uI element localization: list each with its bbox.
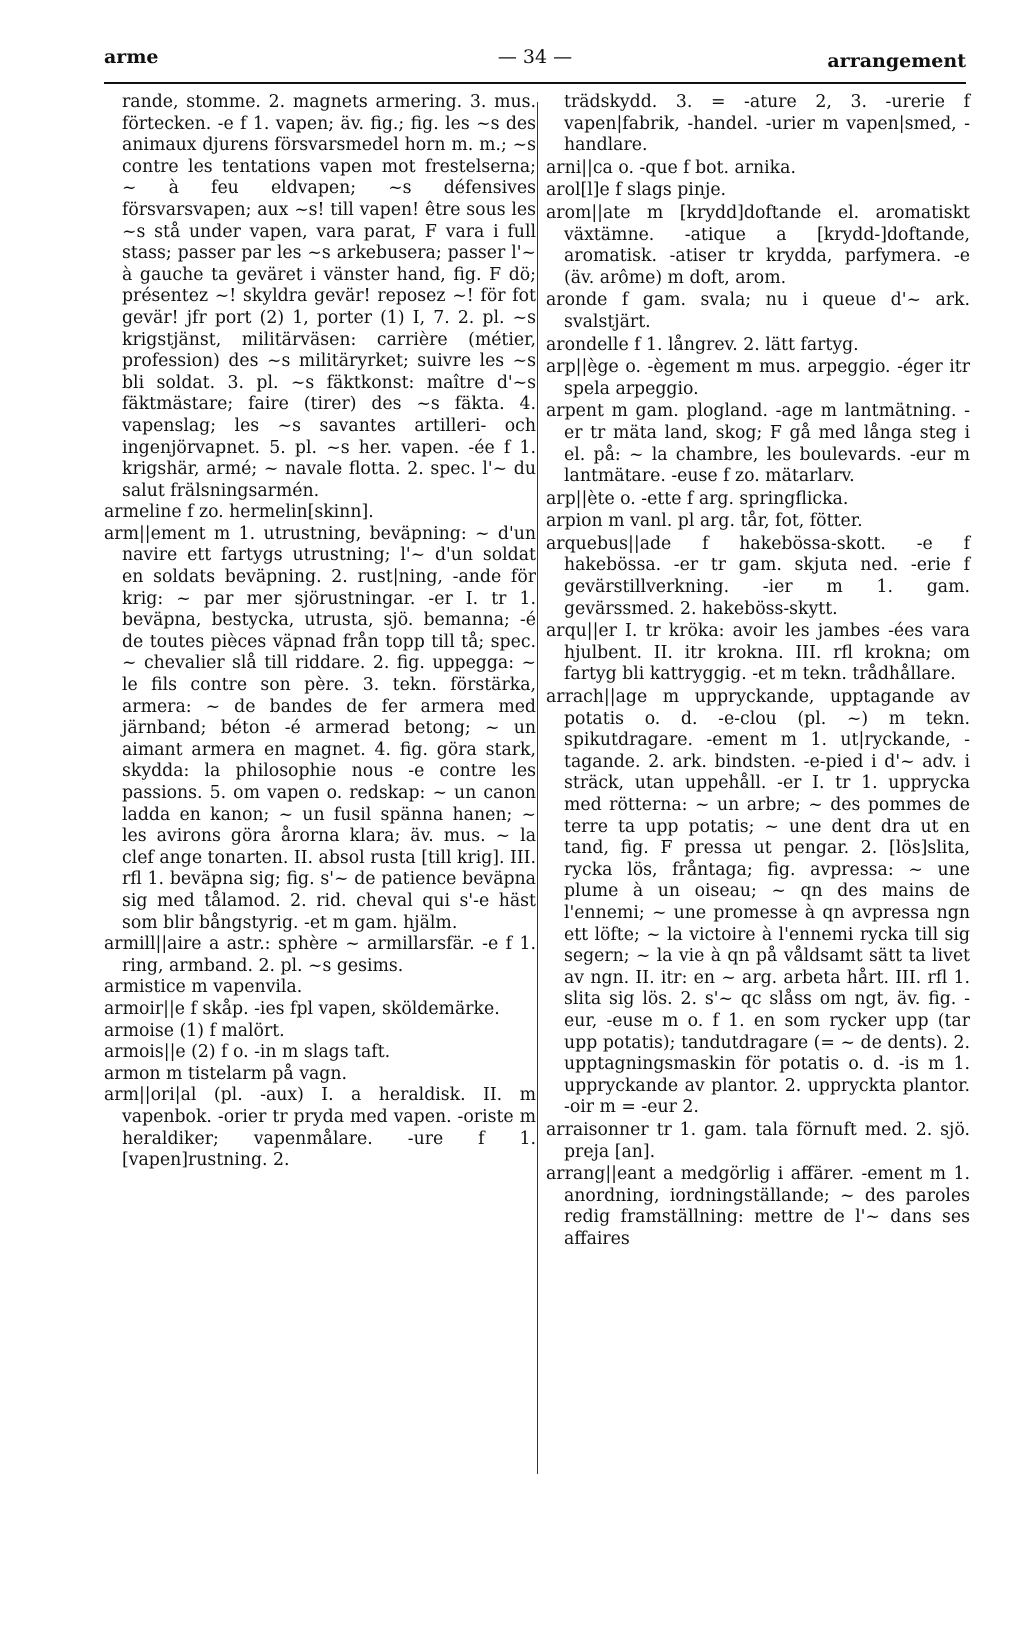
dictionary-entry: arrang||eant a medgörlig i affärer. -ement m 1. anordning, iordningställande; ~ des paroles redig framställning: mettre de l'~ dans ses affaires — [546, 1164, 970, 1249]
dictionary-entry: arom||ate m [krydd]doftande el. aromatiskt växtämne. -atique a [krydd-]doftande, aromatisk. -atiser tr krydda, parfymera. -e (äv. arôme) m doft, arom. — [546, 202, 970, 288]
page-header — [104, 38, 966, 84]
dictionary-entry: arni||ca o. -que f bot. arnika. — [546, 157, 796, 178]
dictionary-entry: armistice m vapenvila. — [104, 977, 303, 998]
dictionary-entry: trädskydd. 3. = -ature 2, 3. -urerie f vapen|fabrik, -handel. -urier m vapen|smed, -handlare. — [564, 92, 970, 156]
dictionary-entry: arpion m vanl. pl arg. tår, fot, fötter. — [546, 511, 863, 532]
dictionary-entry: arondelle f 1. långrev. 2. lätt fartyg. — [546, 334, 859, 355]
dictionary-entry: armeline f zo. hermelin[skinn]. — [104, 502, 374, 523]
page-number: — 34 — — [497, 46, 573, 68]
dictionary-entry: arraisonner tr 1. gam. tala förnuft med. 2. sjö. preja [an]. — [546, 1119, 970, 1162]
dictionary-entry: arquebus||ade f hakebössa-skott. -e f hakebössa. -er tr gam. skjuta ned. -erie f gevärstillverkning. -ier m 1. gam. gevärssmed. 2. hakeböss-skytt. — [546, 533, 970, 619]
dictionary-entry: arol[l]e f slags pinje. — [546, 180, 727, 201]
column-divider — [537, 102, 538, 1474]
left-column — [104, 92, 536, 1172]
dictionary-entry: arp||ège o. -ègement m mus. arpeggio. -éger itr spela arpeggio. — [546, 357, 970, 399]
dictionary-entry: arqu||er I. tr kröka: avoir les jambes -ées vara hjulbent. II. itr krokna. III. rfl krokna; om fartyg bli kattryggig. -et m tekn. trådhållare. — [546, 621, 970, 685]
dictionary-entry: rande, stomme. 2. magnets armering. 3. mus. förtecken. -e f 1. vapen; äv. fig.; fig. les ~s des animaux djurens försvarsmedel horn m. m.; ~s contre les tentations vapen mot frestelserna; ~ à feu eldvapen; ~s défensives försvarsvapen; aux ~s! till vapen! être sous les ~s stå under vapen, vara parat, F vara i full stass; passer par les ~s arkebusera; passer l'~ à gauche ta geväret i vänster hand, fig. F dö; présentez ~! skyldra gevär! reposez ~! för fot gevär! jfr port (2) 1, porter (1) I, 7. 2. pl. ~s krigstjänst, militärväsen: carrière (métier, profession) des ~s militäryrket; suivre les ~s bli soldat. 3. pl. ~s fäktkonst: maître d'~s fäktmästare; faire (tirer) des ~s fäkta. 4. vapenslag; les ~s savantes artilleri- och ingenjörvapnet. 5. pl. ~s her. vapen. -ée f 1. krigshär, armé; ~ navale flotta. 2. spec. l'~ du salut frälsningsarmén. — [122, 92, 536, 501]
dictionary-entry: armon m tistelarm på vagn. — [104, 1063, 347, 1084]
dictionary-entry: aronde f gam. svala; nu i queue d'~ ark. svalstjärt. — [546, 290, 970, 332]
dictionary-entry: armill||aire a astr.: sphère ~ armillarsfär. -e f 1. ring, armband. 2. pl. ~s gesims. — [104, 934, 536, 976]
header-last-word: arrangement — [827, 50, 966, 72]
right-column — [546, 92, 970, 1251]
dictionary-entry: armois||e (2) f o. -in m slags taft. — [104, 1042, 391, 1063]
dictionary-entry: arpent m gam. plogland. -age m lantmätning. -er tr mäta land, skog; F gå med långa steg i el. på: ~ la chambre, les boulevards. -eur m lantmätare. -euse f zo. mätarlarv. — [546, 401, 970, 487]
dictionary-entry: arrach||age m uppryckande, upptagande av potatis o. d. -e-clou (pl. ~) m tekn. spikutdragare. -ement m 1. ut|ryckande, -tagande. 2. ark. bindsten. -e-pied i d'~ adv. i sträck, utan uppehåll. -er I. tr 1. upprycka med rötterna: ~ un arbre; ~ des pommes de terre ta upp potatis; ~ une dent dra ut en tand, fig. F pressa ut pengar. 2. [lös]slita, rycka lös, fråntaga; fig. avpressa: ~ une plume à un oiseau; ~ qn des mains de l'ennemi; ~ une promesse à qn avpressa ngn ett löfte; ~ la victoire à l'ennemi rycka till sig segern; ~ la vie à qn på våldsamt sätt ta livet av ngn. II. itr: en ~ arg. arbeta hårt. III. rfl 1. slita sig lös. 2. s'~ qc slåss om ngt, äv. fig. -eur, -euse m o. f 1. en som rycker upp (tar upp potatis); tandutdragare (= ~ de dents). 2. upptagningsmaskin för potatis o. d. -is m 1. uppryckande av plantor. 2. uppryckta plantor. -oir m = -eur 2. — [546, 687, 970, 1118]
dictionary-entry: arm||ement m 1. utrustning, beväpning: ~ d'un navire ett fartygs utrustning; l'~ d'un soldat en soldats beväpning. 2. rust|ning, -ande för krig: ~ par mer sjörustningar. -er I. tr 1. beväpna, bestycka, utrusta, sjö. bemanna; -é de toutes pièces väpnad från topp till tå; spec. ~ chevalier slå till riddare. 2. fig. uppegga: ~ le fils contre son père. 3. tekn. förstärka, armera: ~ de bandes de fer armera med järnband; béton -é armerad betong; ~ un aimant armera en magnet. 4. fig. göra stark, skydda: la philosophie nous -e contre les passions. 5. om vapen o. redskap: ~ un canon ladda en kanon; ~ un fusil spänna hanen; ~ les avirons göra årorna klara; äv. mus. ~ la clef ange tonarten. II. absol rusta [till krig]. III. rfl 1. beväpna sig; fig. s'~ de patience beväpna sig med tålamod. 2. rid. cheval qui s'-e häst som blir bångstyrig. -et m gam. hjälm. — [104, 523, 536, 933]
header-first-word: arme — [104, 46, 159, 68]
dictionary-entry: arp||ète o. -ette f arg. springflicka. — [546, 488, 849, 509]
dictionary-entry: armoise (1) f malört. — [104, 1020, 285, 1041]
dictionary-entry: armoir||e f skåp. -ies fpl vapen, sköldemärke. — [104, 998, 500, 1019]
dictionary-entry: arm||ori|al (pl. -aux) I. a heraldisk. II. m vapenbok. -orier tr pryda med vapen. -oriste m heraldiker; vapenmålare. -ure f 1. [vapen]rustning. 2. — [104, 1085, 536, 1171]
